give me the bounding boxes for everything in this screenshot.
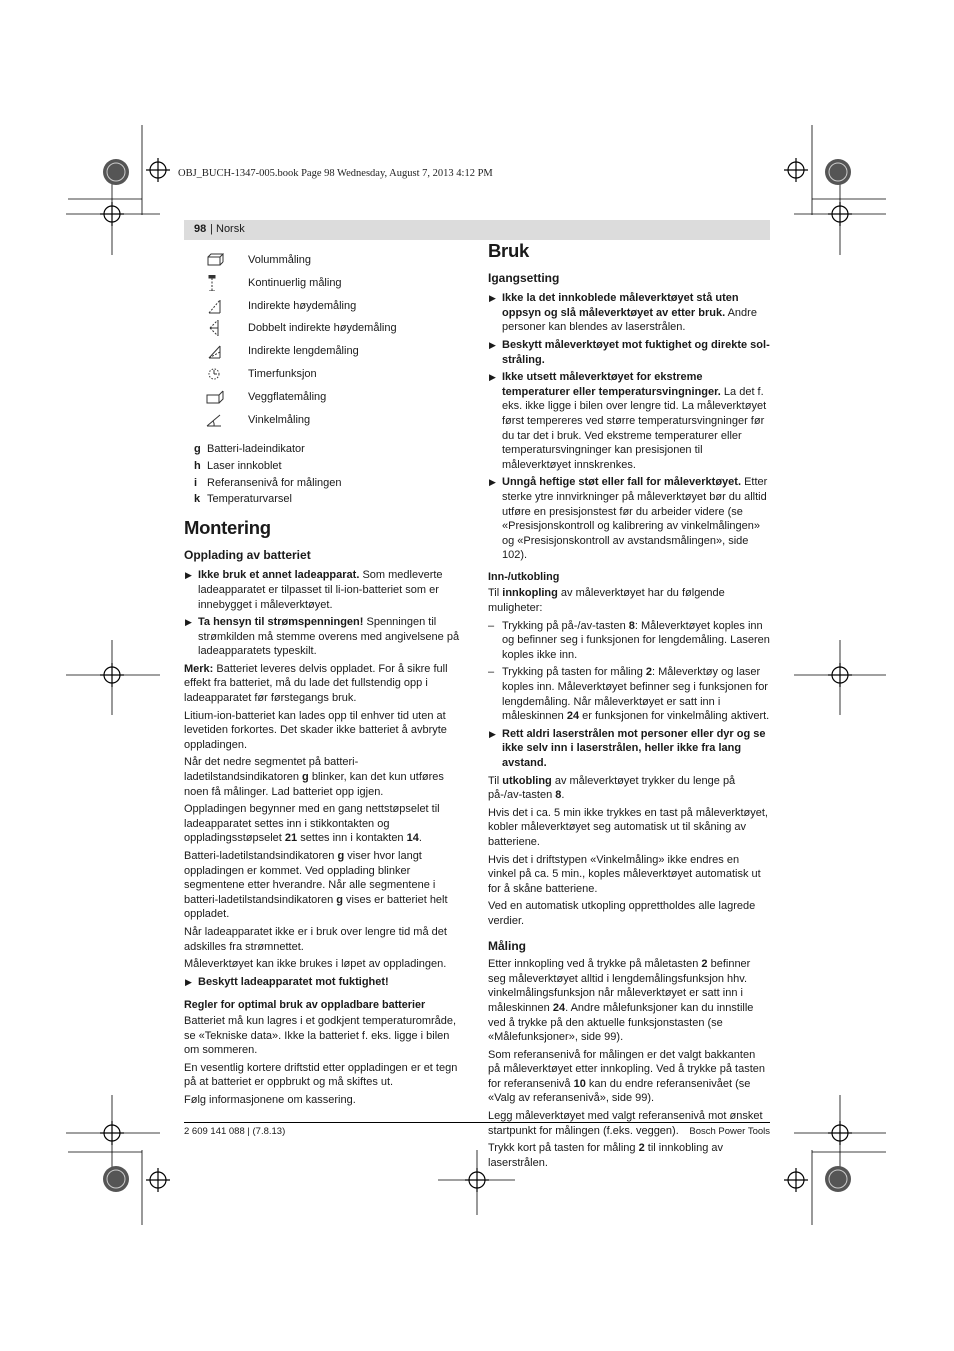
page-header bbox=[184, 220, 770, 240]
function-label: Indirekte lengdemåling bbox=[248, 345, 359, 358]
left-column bbox=[184, 252, 466, 1111]
legend-text: Batteri-ladeindikator bbox=[207, 443, 305, 456]
paragraph: Når det nedre segmentet på batteri-ladetilstandsindikatoren g blinker, kan det kun utføres noen få målinger. Lad batteriet opp igjen. bbox=[184, 756, 444, 798]
paragraph: Oppladingen begynner med en gang nettstøpselet til ladeapparatet settes inn i stikkontakten og oppladingsstøpselet 21 settes inn i kontakten 14. bbox=[184, 803, 440, 845]
legend-item bbox=[184, 492, 466, 509]
function-item bbox=[184, 366, 466, 389]
bullet-arrow-icon: ▶ bbox=[489, 477, 496, 488]
subsection-title: Regler for optimal bruk av oppladbare batterier bbox=[184, 999, 426, 1012]
function-label: Kontinuerlig måling bbox=[248, 276, 342, 289]
header-separator: | bbox=[210, 223, 213, 235]
footer-doc-number: 2 609 141 088 | (7.8.13) bbox=[184, 1126, 286, 1137]
indirect-length-icon bbox=[204, 343, 224, 359]
bullet-arrow-icon: ▶ bbox=[489, 293, 496, 304]
function-list bbox=[184, 252, 466, 434]
warning-bullet: ▶ Ta hensyn til strømspenningen! Spenningen til strømkilden må stemme overens med angivelsene på ladeapparatets typeskilt. bbox=[185, 616, 460, 658]
paragraph: Følg informasjonene om kassering. bbox=[184, 1093, 356, 1106]
indirect-height-icon bbox=[204, 298, 224, 314]
double-indirect-height-icon bbox=[204, 320, 224, 336]
paragraph: Litium-ion-batteriet kan lades opp til enhver tid uten at levetiden forkortes. Det skader ikke batteriet å avbryte oppladingen. bbox=[184, 709, 447, 751]
wall-area-icon bbox=[204, 389, 224, 405]
warning-bullet: ▶ Rett aldri laserstrålen mot personer eller dyr og se ikke selv inn i laserstrålen, heller ikke fra lang avstand. bbox=[489, 727, 766, 769]
section-title-bruk: Bruk bbox=[488, 240, 529, 261]
subsection-title: Måling bbox=[488, 938, 526, 953]
legend-text: Referansenivå for målingen bbox=[207, 476, 342, 489]
legend-item bbox=[184, 459, 466, 476]
paragraph: Måleverktøyet kan ikke brukes i løpet av oppladingen. bbox=[184, 958, 447, 971]
paragraph: Etter innkopling ved å trykke på måletasten 2 befinner seg måleverktøyet alltid i lengdemålingsfunksjon hhv. vinkelmålingsfunksjon når måleverktøyet er satt inn i måleskinnen 24. Andre målefunksjoner kan du innstille ved å trykke på den aktuelle funksjonstasten (se «Målefunksjoner», side 99). bbox=[488, 958, 754, 1044]
warning-bullet: ▶ Ikke utsett måleverktøyet for ekstreme temperaturer eller temperatursvingninger. La det f. eks. ikke ligge i bilen over lengre tid. La måleverktøyet først tempereres ved større temperatursvingninger før du tar det i bruk. Ved ekstreme temperaturer eller temperatursvingninger kan presisjonen til måleverktøyet innskrenkes. bbox=[489, 371, 767, 471]
function-item bbox=[184, 412, 466, 435]
bullet-arrow-icon: ▶ bbox=[185, 617, 192, 628]
print-info-line: OBJ_BUCH-1347-005.book Page 98 Wednesday, August 7, 2013 4:12 PM bbox=[178, 168, 493, 179]
paragraph: Til utkobling av måleverktøyet trykker du lenge på på-/av-tasten 8. bbox=[488, 774, 736, 802]
function-item bbox=[184, 320, 466, 343]
warning-bullet: ▶ Ikke la det innkoblede måleverktøyet stå uten oppsyn og slå måleverktøyet av etter bruk. Andre personer kan blendes av laserstrålen. bbox=[489, 292, 757, 334]
warning-bullet: ▶ Unngå heftige støt eller fall for måleverktøyet. Etter sterke ytre innvirkninger på måleverktøyet bør du alltid utføre en presisjonstest før du arbeider videre (se «Presisjonskontroll og kalibrering av vinkelmålingen» og «Presisjonskontroll av avstandsmålingen», side 102). bbox=[489, 476, 768, 562]
timer-icon bbox=[204, 366, 224, 382]
warning-bullet: ▶ Beskytt måleverktøyet mot fuktighet og direkte solstråling. bbox=[489, 338, 770, 366]
function-label: Timerfunksjon bbox=[248, 367, 317, 380]
volume-icon bbox=[204, 252, 224, 268]
legend-key: h bbox=[194, 460, 201, 473]
paragraph: Når ladeapparatet ikke er i bruk over lengre tid må det adskilles fra strømnettet. bbox=[184, 925, 447, 953]
paragraph: Til innkopling av måleverktøyet har du følgende muligheter: bbox=[488, 587, 725, 615]
subsection-title: Opplading av batteriet bbox=[184, 547, 311, 562]
legend-text: Laser innkoblet bbox=[207, 460, 282, 473]
bullet-arrow-icon: ▶ bbox=[185, 976, 192, 987]
function-label: Indirekte høydemåling bbox=[248, 299, 357, 312]
paragraph: Hvis det i driftstypen «Vinkelmåling» ikke endres en vinkel på ca. 5 min., koples måleverktøyet automatisk ut for å skåne batteriene. bbox=[488, 853, 761, 895]
dash-item: – Trykking på tasten for måling 2: Måleverktøy og laser koples inn. Måleverktøyet befinner seg i funksjonen for lengdemåling. Når måleverktøyet er satt inn i måleskinnen 24 er funksjonen for vinkelmåling aktivert. bbox=[488, 666, 770, 723]
function-label: Veggflatemåling bbox=[248, 390, 327, 403]
footer-rule bbox=[184, 1122, 770, 1123]
subsection-title: Igangsetting bbox=[488, 270, 560, 285]
paragraph: Ved en automatisk utkopling opprettholdes alle lagrede verdier. bbox=[488, 900, 756, 927]
header-language: Norsk bbox=[216, 223, 245, 235]
warning-bullet: ▶ Beskytt ladeapparatet mot fuktighet! bbox=[185, 975, 389, 988]
function-item bbox=[184, 389, 466, 412]
paragraph: Batteri-ladetilstandsindikatoren g viser hvor langt oppladingen er kommet. Ved opplading blinker segmentene etter hverandre. Når alle segmentene i batteri-ladetilstandsindikatoren g vises er batteriet helt oppladet. bbox=[184, 850, 448, 921]
function-label: Dobbelt indirekte høydemåling bbox=[248, 322, 397, 335]
paragraph: En vesentlig kortere driftstid etter oppladingen er et tegn på at batteriet er oppbrukt og må skiftes ut. bbox=[184, 1061, 458, 1089]
bullet-arrow-icon: ▶ bbox=[489, 339, 496, 350]
bullet-arrow-icon: ▶ bbox=[185, 570, 192, 581]
paragraph: Trykk kort på tasten for måling 2 til innkobling av laserstrålen. bbox=[488, 1142, 723, 1169]
function-item bbox=[184, 252, 466, 275]
paragraph: Hvis det i ca. 5 min ikke trykkes en tast på måleverktøyet, kobler måleverktøyet seg automatisk ut til skåning av batteriene. bbox=[488, 806, 768, 848]
function-label: Vinkelmåling bbox=[248, 413, 311, 426]
paragraph: Batteriet må kun lagres i et godkjent temperaturområde, se «Tekniske data». Ikke la batteriet f. eks. ligge i bilen om sommeren. bbox=[184, 1014, 457, 1057]
bullet-arrow-icon: ▶ bbox=[489, 372, 496, 383]
legend-list bbox=[184, 442, 466, 509]
legend-text: Temperaturvarsel bbox=[207, 493, 292, 506]
paragraph: Som referansenivå for målingen er det valgt bakkanten på måleverktøyet etter innkopling. Ved å trykke på tasten for referansenivå 10 kan du endre referansenivået (se «Valg av referansenivå», side 99). bbox=[488, 1048, 765, 1105]
function-item bbox=[184, 275, 466, 298]
warning-bullet: ▶ Ikke bruk et annet ladeapparat. Som medleverte ladeapparatet er tilpasset til li-ion-batteriet som er innebygget i måleverktøyet. bbox=[185, 569, 443, 611]
footer-brand: Bosch Power Tools bbox=[689, 1126, 770, 1137]
legend-item bbox=[184, 476, 466, 493]
function-label: Volummåling bbox=[248, 254, 311, 266]
page-number: 98 bbox=[194, 223, 207, 235]
legend-key: k bbox=[194, 493, 201, 506]
continuous-icon bbox=[204, 275, 224, 291]
legend-key: i bbox=[194, 476, 198, 489]
right-column bbox=[488, 240, 770, 1173]
paragraph: Merk: Batteriet leveres delvis oppladet. For å sikre full effekt fra batteriet, må du lade det fullstendig opp i ladeapparatet før førstegangs bruk. bbox=[184, 662, 448, 705]
subsection-title: Inn-/utkobling bbox=[488, 570, 560, 583]
section-title-montering: Montering bbox=[184, 517, 271, 539]
legend-item bbox=[184, 442, 466, 459]
legend-key: g bbox=[194, 443, 201, 456]
function-item bbox=[184, 298, 466, 321]
bullet-arrow-icon: ▶ bbox=[489, 728, 496, 739]
dash-item: – Trykking på på-/av-tasten 8: Måleverktøyet koples inn og befinner seg i funksjonen for lengdemåling. Laseren koples ikke inn. bbox=[488, 619, 770, 661]
paragraph: Legg måleverktøyet med valgt referansenivå mot ønsket startpunkt for målingen (f.eks. veggen). bbox=[488, 1110, 763, 1137]
function-item bbox=[184, 343, 466, 366]
angle-icon bbox=[204, 412, 224, 428]
